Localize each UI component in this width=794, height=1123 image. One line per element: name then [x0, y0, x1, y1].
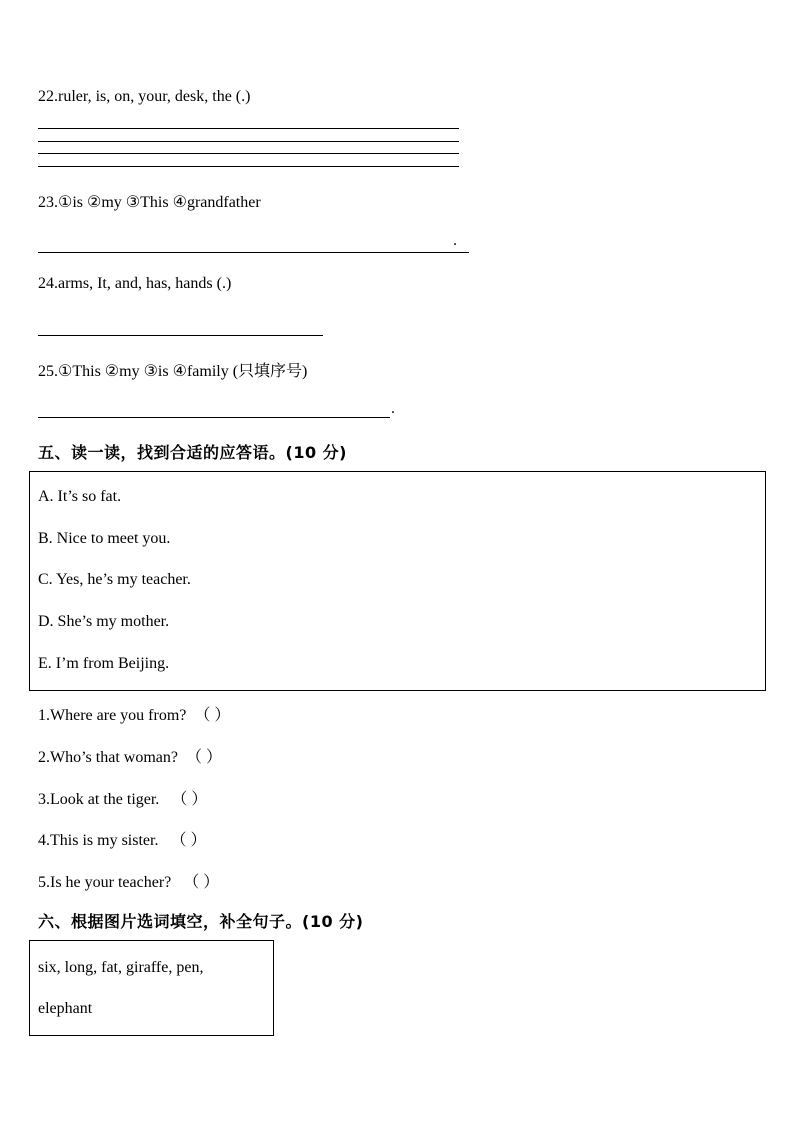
word-bank-line-1: six, long, fat, giraffe, pen,	[38, 959, 204, 976]
option-d: D. She’s my mother.	[38, 613, 170, 630]
match-question-1	[38, 702, 230, 725]
answer-line[interactable]	[38, 128, 459, 129]
match-question-4	[38, 827, 206, 850]
answer-paren[interactable]: （ ）	[194, 707, 231, 724]
match-question-2	[38, 744, 222, 767]
question-text: 2.Who’s that woman?	[38, 749, 178, 766]
question-24-prompt: 24.arms, It, and, has, hands (.)	[38, 275, 232, 292]
options-box	[29, 471, 766, 691]
section-5-title: 五、读一读，找到合适的应答语。(10 分)	[38, 443, 347, 462]
end-period: .	[391, 400, 395, 417]
question-text: 1.Where are you from?	[38, 707, 187, 724]
question-text: 5.Is he your teacher?	[38, 874, 172, 891]
answer-line[interactable]	[38, 166, 459, 167]
question-text: 3.Look at the tiger.	[38, 791, 160, 808]
option-e: E. I’m from Beijing.	[38, 655, 170, 672]
option-a: A. It’s so fat.	[38, 488, 122, 505]
answer-line[interactable]	[38, 335, 323, 336]
option-b: B. Nice to meet you.	[38, 530, 171, 547]
question-25-prompt: 25.①This ②my ③is ④family (只填序号)	[38, 363, 308, 380]
match-question-5	[38, 869, 219, 892]
word-bank-box	[29, 940, 274, 1036]
question-23-prompt: 23.①is ②my ③This ④grandfather	[38, 194, 261, 211]
word-bank-line-2: elephant	[38, 1000, 93, 1017]
section-6-title: 六、根据图片选词填空，补全句子。(10 分)	[38, 912, 364, 931]
match-question-3	[38, 786, 207, 809]
answer-line[interactable]	[38, 252, 469, 253]
answer-paren[interactable]: （ ）	[170, 832, 207, 849]
answer-line[interactable]	[38, 141, 459, 142]
answer-paren[interactable]: （ ）	[183, 874, 220, 891]
question-text: 4.This is my sister.	[38, 832, 159, 849]
option-c: C. Yes, he’s my teacher.	[38, 571, 191, 588]
answer-paren[interactable]: （ ）	[185, 749, 222, 766]
answer-line[interactable]	[38, 153, 459, 154]
end-period: .	[453, 232, 457, 249]
answer-paren[interactable]: （ ）	[171, 791, 208, 808]
question-22-prompt: 22.ruler, is, on, your, desk, the (.)	[38, 88, 251, 105]
answer-line[interactable]	[38, 417, 390, 418]
